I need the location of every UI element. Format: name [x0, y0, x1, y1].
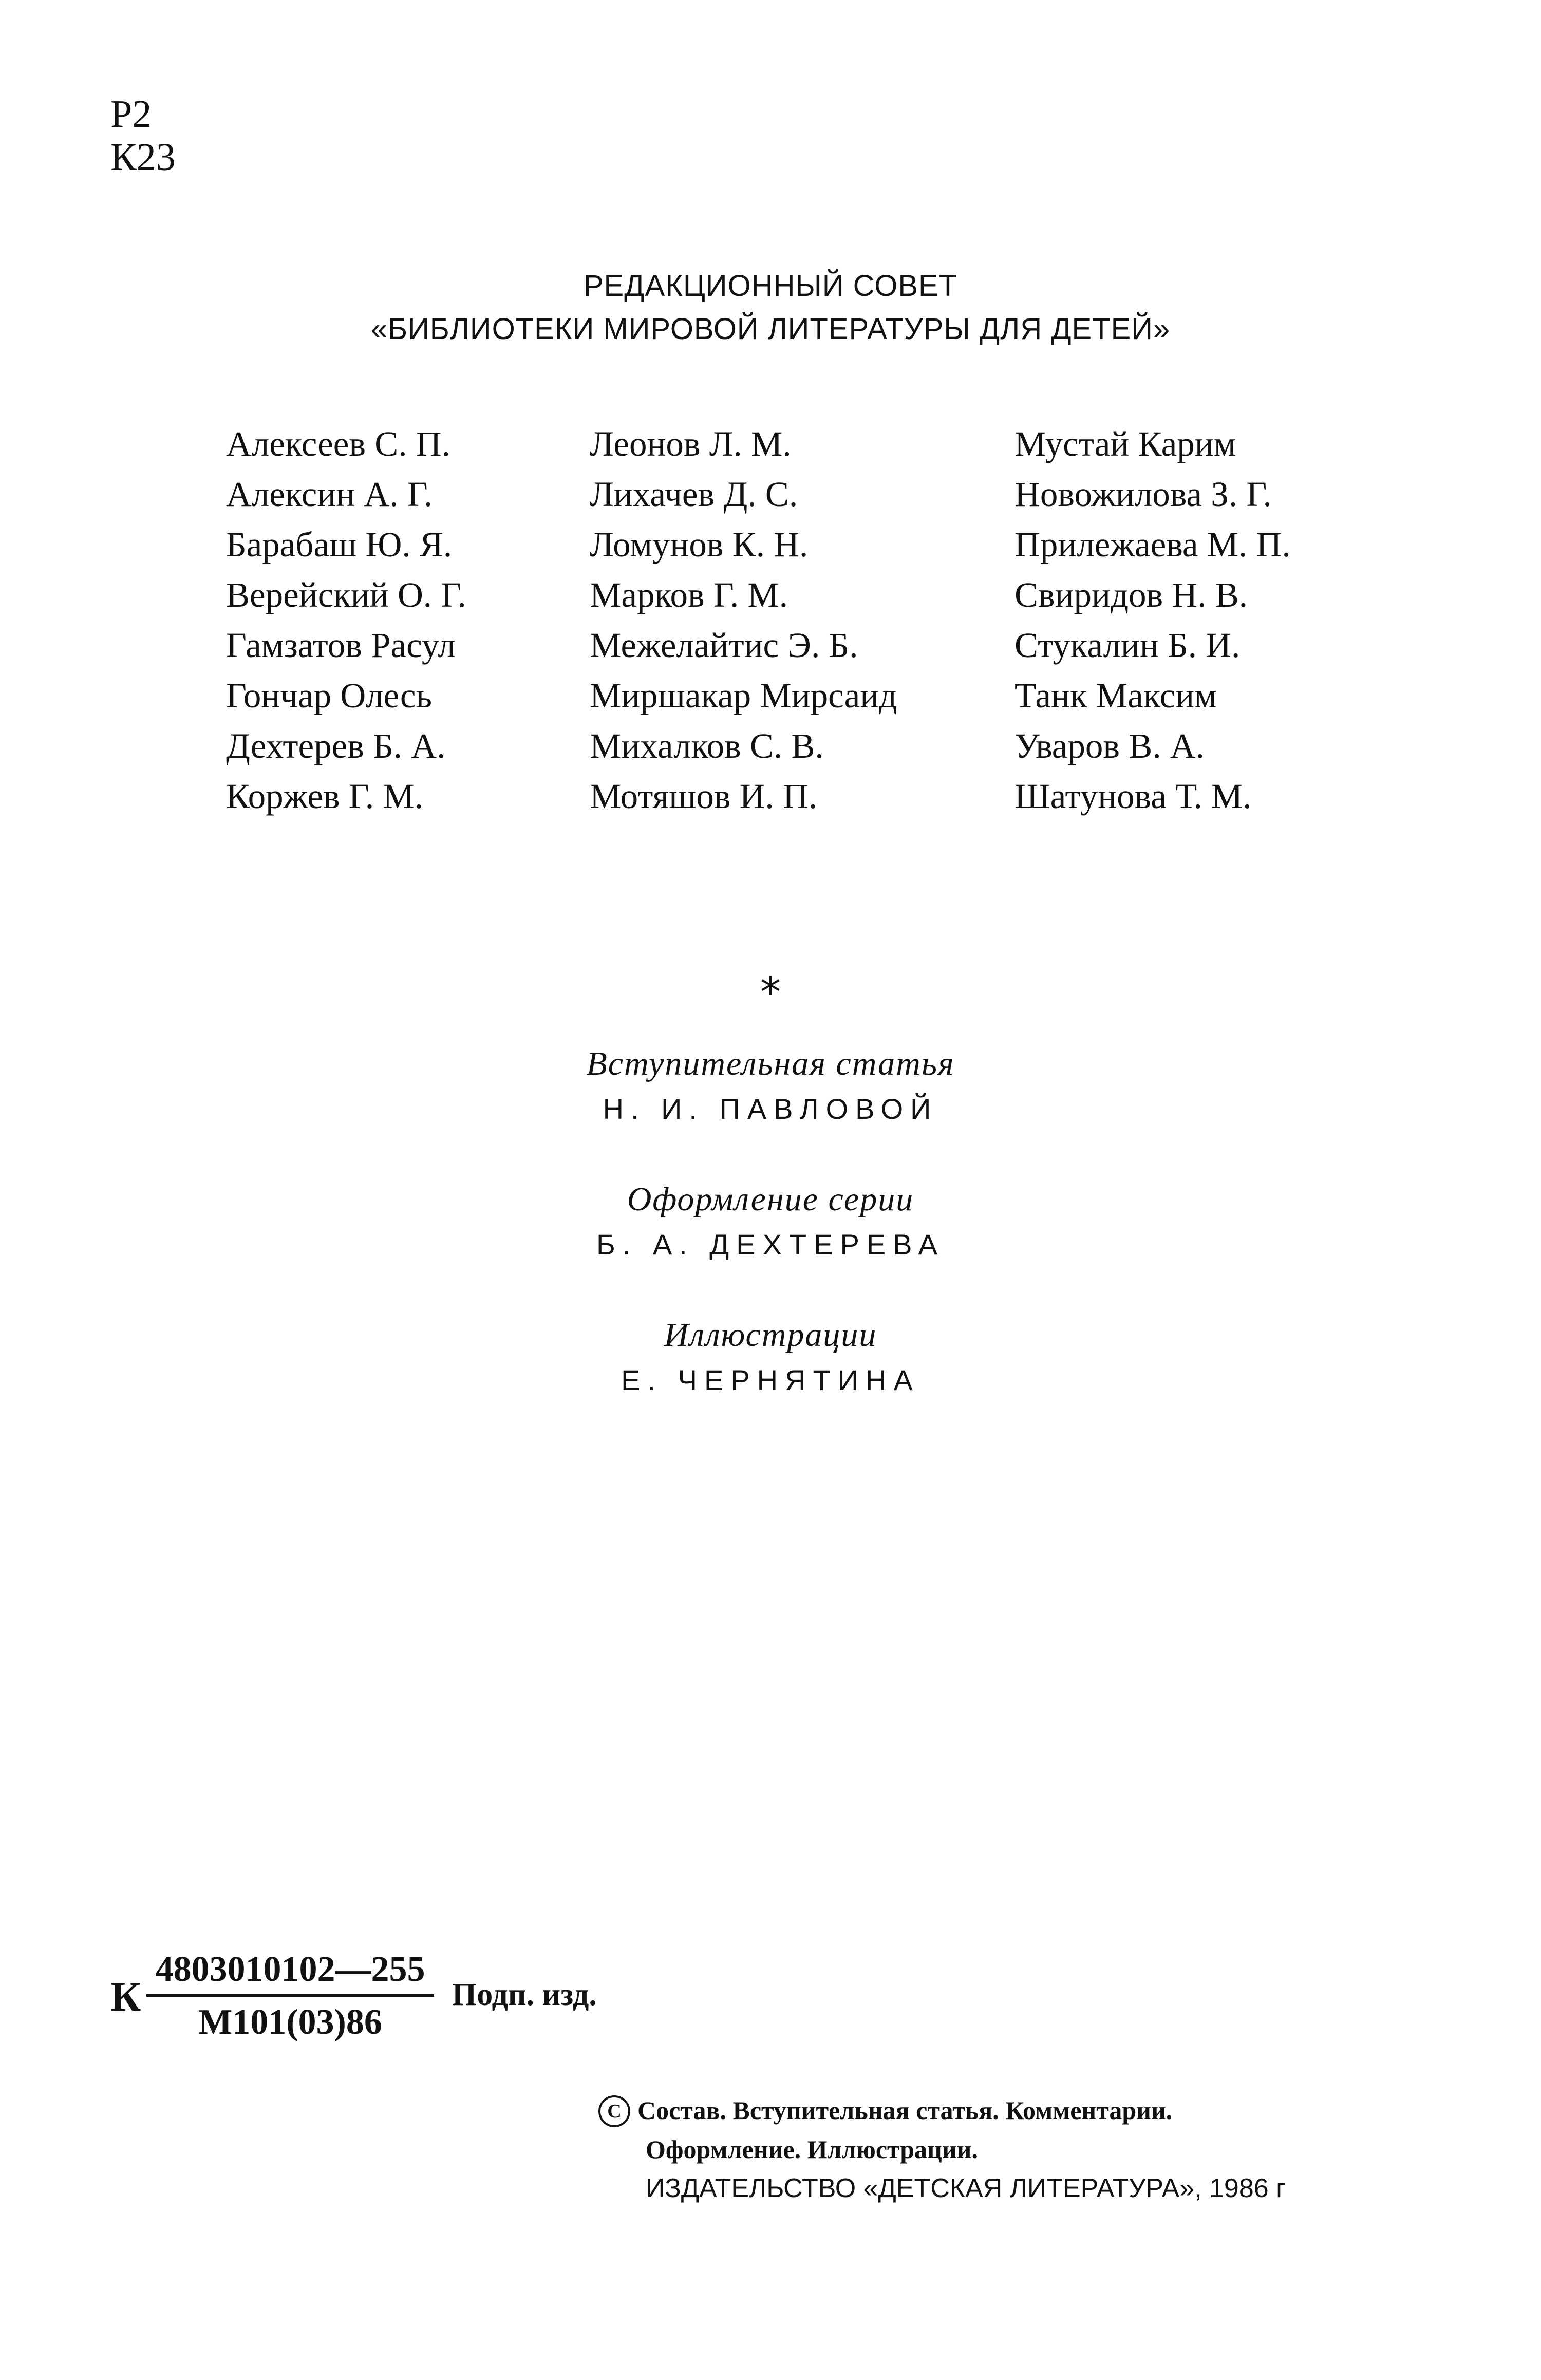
council-member: Алексин А. Г. — [226, 475, 433, 514]
council-member: Дехтерев Б. А. — [226, 726, 446, 765]
council-title — [0, 265, 1541, 351]
credits — [0, 1040, 1541, 1447]
council-member: Верейский О. Г. — [226, 575, 466, 614]
credit-name: Б. А. ДЕХТЕРЕВА — [596, 1228, 945, 1261]
council-member: Коржев Г. М. — [226, 777, 424, 816]
credit-role: Иллюстрации — [664, 1316, 877, 1354]
council-member: Прилежаева М. П. — [1014, 525, 1291, 564]
council-member: Лихачев Д. С. — [590, 475, 798, 514]
copyright-text: Состав. Вступительная статья. Комментарии. — [637, 2096, 1173, 2125]
credit-role: Оформление серии — [627, 1180, 914, 1218]
credit-introduction — [0, 1040, 1541, 1131]
index-fraction — [146, 1947, 434, 2045]
asterisk-divider: * — [760, 968, 781, 1016]
council-member: Михалков С. В. — [590, 726, 824, 765]
copyright-block — [598, 2091, 1286, 2208]
council-column-1 — [226, 419, 466, 821]
credit-name: Н. И. ПАВЛОВОЙ — [603, 1093, 938, 1125]
copyright-line-2: Оформление. Иллюстрации. — [646, 2135, 978, 2164]
council-member: Ломунов К. Н. — [590, 525, 809, 564]
council-member: Барабаш Ю. Я. — [226, 525, 453, 564]
index-numerator: 4803010102—255 — [155, 1950, 425, 1989]
council-column-2 — [590, 419, 897, 821]
bbk-code: Р2 — [110, 92, 152, 136]
council-member: Новожилова З. Г. — [1014, 475, 1272, 514]
council-column-3 — [1014, 419, 1291, 821]
credit-series-design — [0, 1176, 1541, 1266]
council-member: Свиридов Н. В. — [1014, 575, 1248, 614]
council-member: Мустай Карим — [1014, 424, 1236, 463]
council-member: Миршакар Мирсаид — [590, 676, 897, 715]
council-title-line-1: РЕДАКЦИОННЫЙ СОВЕТ — [583, 269, 958, 303]
council-member: Стукалин Б. И. — [1014, 626, 1241, 665]
fraction-rule — [146, 1994, 434, 1997]
author-mark: К23 — [110, 136, 176, 179]
copyright-line-1 — [598, 2091, 1286, 2130]
council-member: Марков Г. М. — [590, 575, 788, 614]
council-title-line-2: «БИБЛИОТЕКИ МИРОВОЙ ЛИТЕРАТУРЫ ДЛЯ ДЕТЕЙ» — [370, 312, 1171, 346]
credit-illustrations — [0, 1311, 1541, 1402]
index-letter: К — [110, 1973, 141, 2020]
council-member: Танк Максим — [1014, 676, 1217, 715]
publisher-line: ИЗДАТЕЛЬСТВО «ДЕТСКАЯ ЛИТЕРАТУРА», 1986 г — [646, 2173, 1286, 2203]
credit-name: Е. ЧЕРНЯТИНА — [621, 1364, 920, 1396]
council-member: Мотяшов И. П. — [590, 777, 818, 816]
credit-role: Вступительная статья — [586, 1045, 955, 1082]
copyright-icon: C — [598, 2095, 630, 2127]
subscription-note: Подп. изд. — [452, 1977, 597, 2012]
index-denominator: М101(03)86 — [198, 2002, 382, 2042]
council-member: Гончар Олесь — [226, 676, 433, 715]
library-codes — [110, 92, 176, 179]
council-member: Уваров В. А. — [1014, 726, 1205, 765]
council-member: Леонов Л. М. — [590, 424, 792, 463]
council-member: Шатунова Т. М. — [1014, 777, 1252, 816]
council-member: Межелайтис Э. Б. — [590, 626, 858, 665]
council-member: Алексеев С. П. — [226, 424, 450, 463]
council-member: Гамзатов Расул — [226, 626, 456, 665]
